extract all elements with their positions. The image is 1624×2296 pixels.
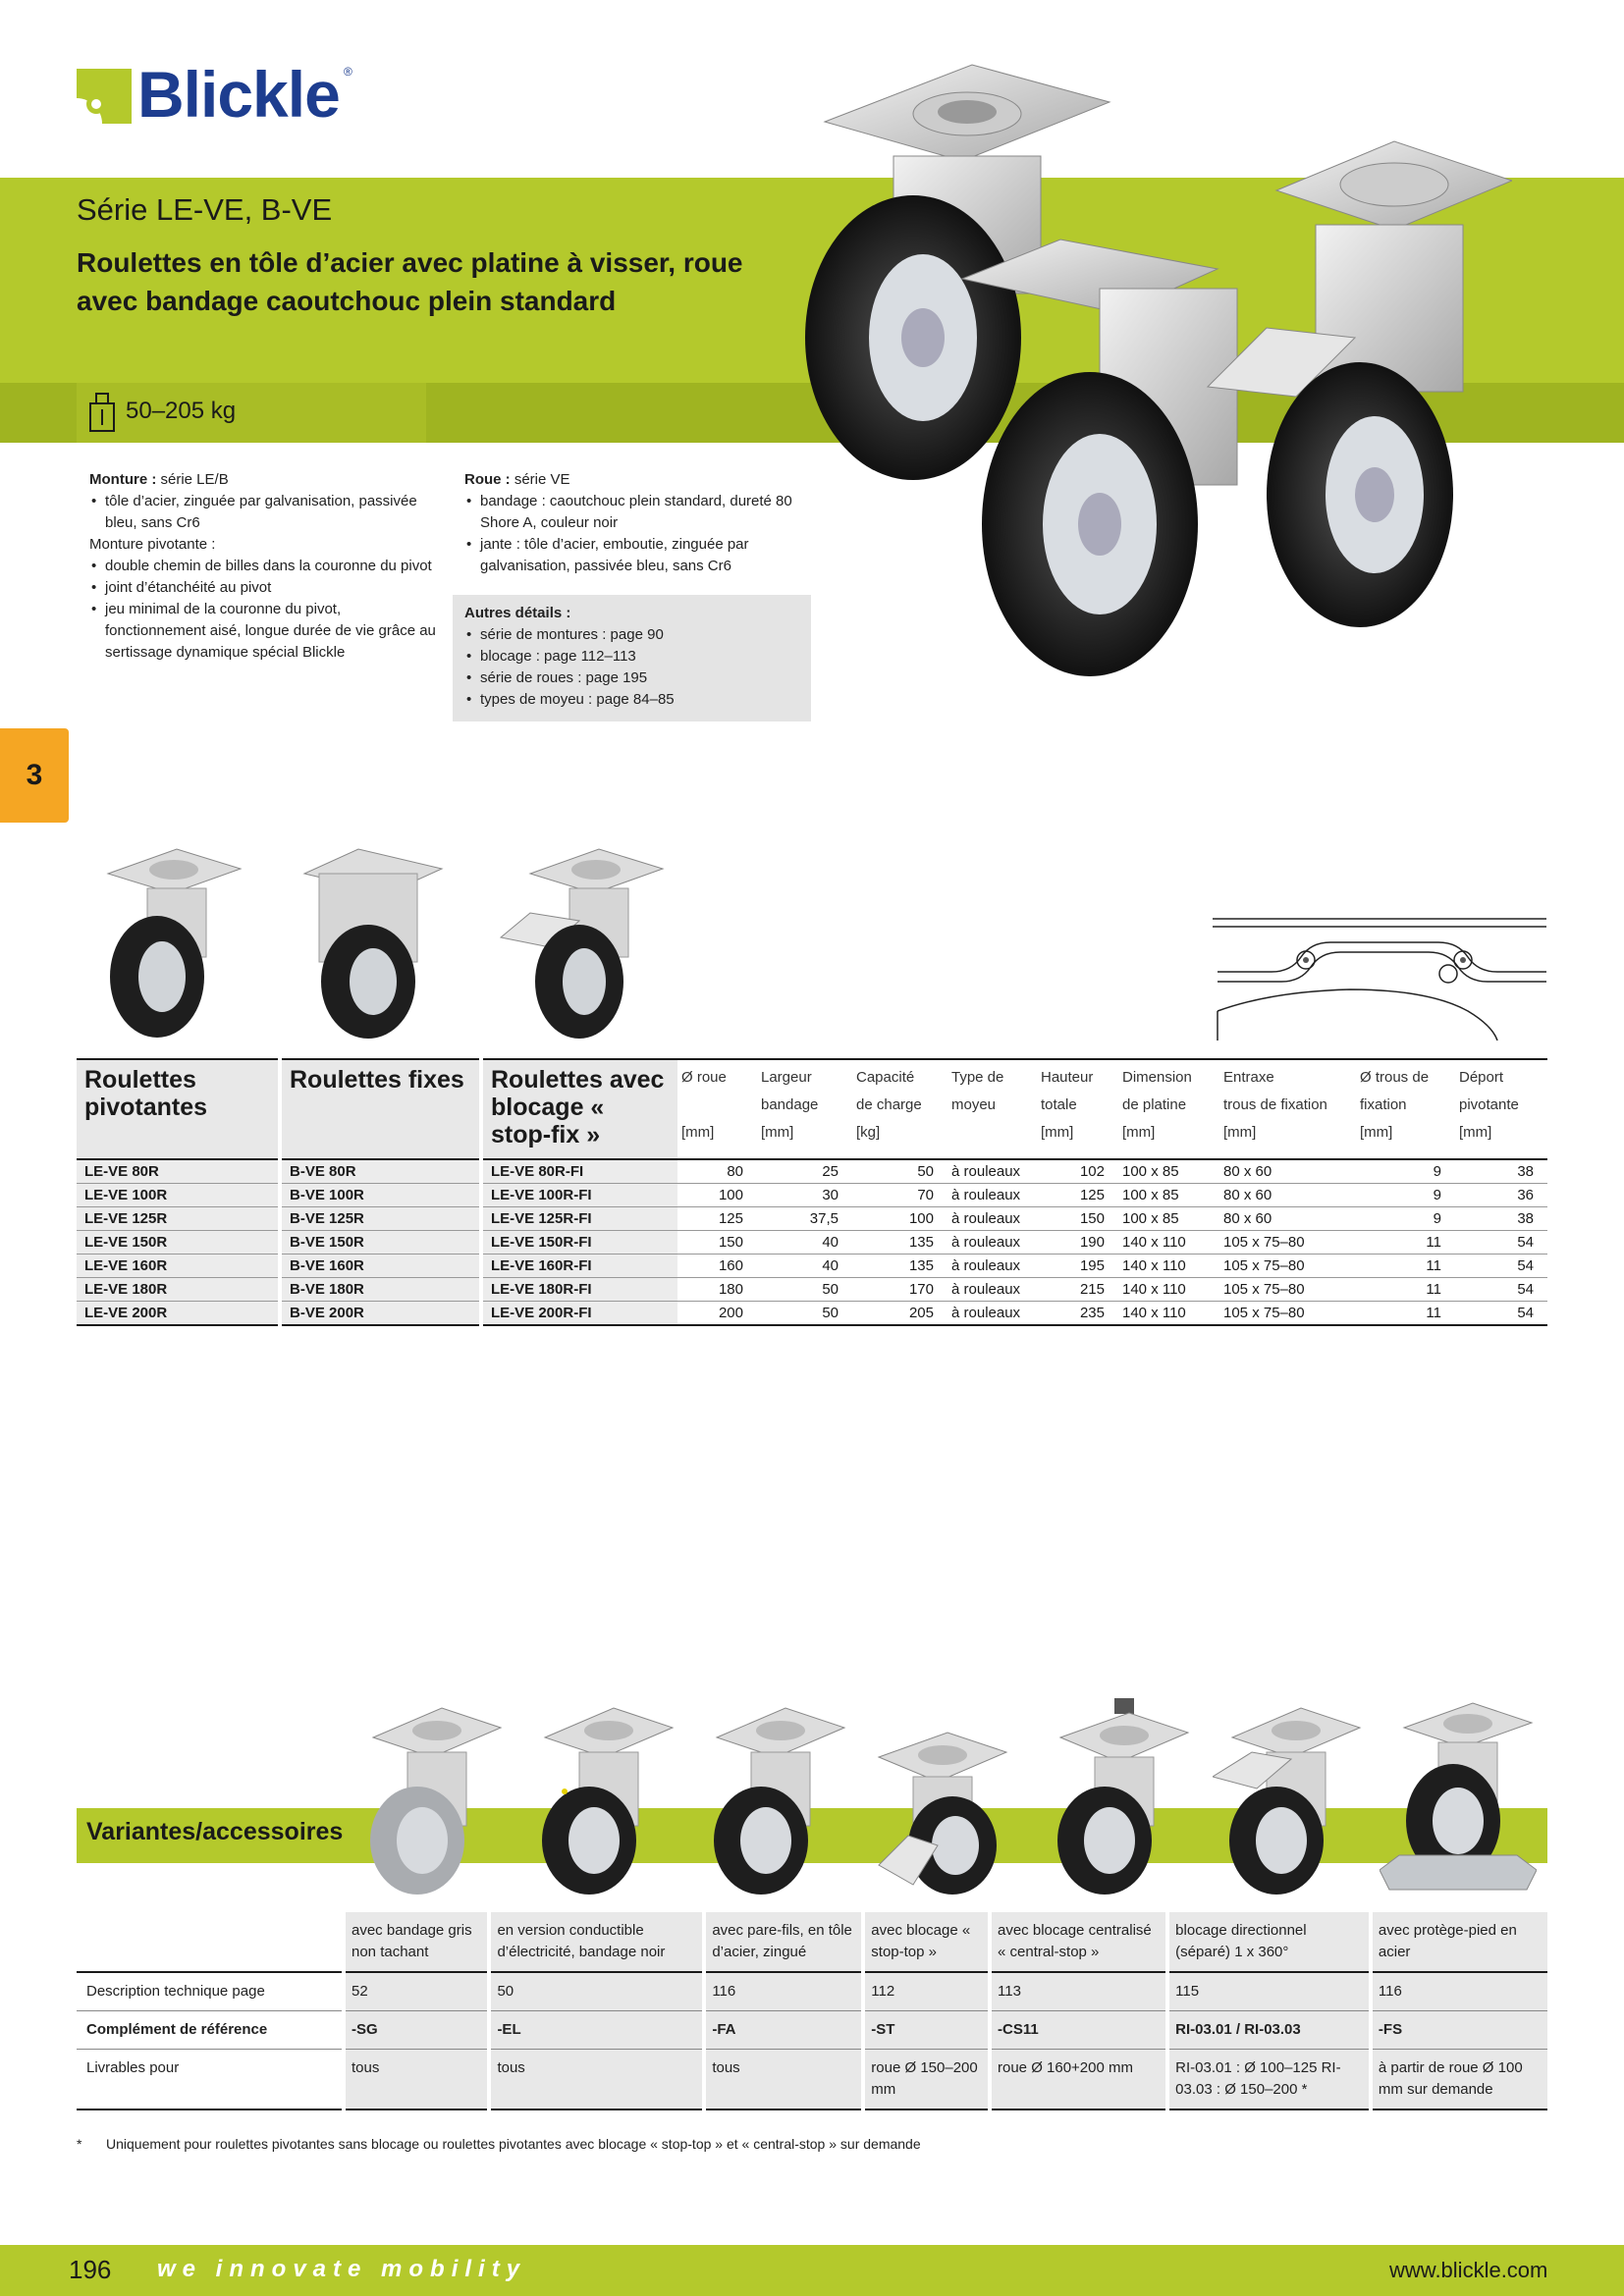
variant-page: 50 [489, 1972, 704, 2011]
article-code: B-VE 80R [280, 1159, 481, 1184]
variant-desc: avec blocage « stop-top » [863, 1912, 990, 1972]
article-code: LE-VE 125R [77, 1207, 280, 1231]
table-cell: 11 [1356, 1255, 1455, 1278]
article-code: B-VE 100R [280, 1184, 481, 1207]
table-cell: 100 [852, 1207, 947, 1231]
article-code: LE-VE 150R [77, 1231, 280, 1255]
header-col-height: Hauteur totale [mm] [1041, 1069, 1094, 1141]
table-cell: 105 x 75–80 [1219, 1255, 1356, 1278]
product-table [77, 1058, 1547, 1326]
series-title: Série LE-VE, B-VE [77, 192, 333, 227]
variant-livrables: roue Ø 150–200 mm [863, 2050, 990, 2110]
row-label-ref: Complément de référence [77, 2011, 344, 2050]
monture-pivotante-label: Monture pivotante : [89, 536, 216, 553]
variant-livrables: à partir de roue Ø 100 mm sur demande [1371, 2050, 1547, 2110]
page-number: 196 [69, 2255, 112, 2284]
monture-item: • tôle d’acier, zinguée par galvanisation, passivée bleu, sans Cr6 [89, 491, 443, 534]
table-row [77, 1159, 1547, 1184]
brake-caster-thumbnail [491, 844, 668, 1041]
variant-desc: avec blocage centralisé « central-stop » [990, 1912, 1167, 1972]
header-col-tread-width: Largeur bandage [mm] [761, 1069, 819, 1141]
pivotante-item: • jeu minimal de la couronne du pivot, fonctionnement aisé, longue durée de vie grâce au sertissage dynamique spécial Blickle [89, 599, 443, 664]
table-cell: 9 [1356, 1159, 1455, 1184]
variant-conductive-image [525, 1698, 682, 1895]
row-label-page: Description technique page [77, 1972, 344, 2011]
article-code: LE-VE 160R [77, 1255, 280, 1278]
article-code: LE-VE 150R-FI [481, 1231, 677, 1255]
table-cell: 170 [852, 1278, 947, 1302]
table-cell: à rouleaux [947, 1278, 1037, 1302]
variant-page: 52 [344, 1972, 489, 2011]
article-code: LE-VE 160R-FI [481, 1255, 677, 1278]
table-cell: 105 x 75–80 [1219, 1231, 1356, 1255]
table-cell: 54 [1455, 1278, 1547, 1302]
variant-desc: avec bandage gris non tachant [344, 1912, 489, 1972]
table-cell: 25 [757, 1159, 852, 1184]
table-cell: 125 [1037, 1184, 1118, 1207]
table-row [77, 1255, 1547, 1278]
variant-central-stop-image [1041, 1698, 1198, 1895]
table-header-row [77, 1059, 1547, 1159]
website-link[interactable]: www.blickle.com [1389, 2258, 1548, 2282]
article-code: B-VE 125R [280, 1207, 481, 1231]
variant-page: 116 [1371, 1972, 1547, 2011]
roue-value: série VE [510, 471, 570, 488]
roue-item: • jante : tôle d’acier, emboutie, zinguée par galvanisation, passivée bleu, sans Cr6 [464, 534, 818, 577]
variant-livrables: roue Ø 160+200 mm [990, 2050, 1167, 2110]
variant-ref: -CS11 [990, 2011, 1167, 2050]
table-cell: 11 [1356, 1278, 1455, 1302]
table-cell: à rouleaux [947, 1231, 1037, 1255]
details-item: • série de roues : page 195 [464, 667, 799, 689]
pivotante-item: • joint d’étanchéité au pivot [89, 577, 443, 599]
table-cell: 9 [1356, 1207, 1455, 1231]
fixed-caster-thumbnail [299, 844, 447, 1041]
table-cell: 160 [677, 1255, 757, 1278]
chapter-tab: 3 [0, 728, 69, 823]
header-fixed: Roulettes fixes [280, 1059, 481, 1159]
header-brake: Roulettes avec blocage « stop-fix » [481, 1059, 677, 1159]
table-cell: à rouleaux [947, 1159, 1037, 1184]
variant-thread-guard-image [697, 1698, 854, 1895]
variant-livrables: RI-03.01 : Ø 100–125 RI-03.03 : Ø 150–200 * [1167, 2050, 1371, 2110]
table-cell: 80 [677, 1159, 757, 1184]
table-row [77, 1231, 1547, 1255]
roue-description [464, 469, 818, 577]
footnote-text: Uniquement pour roulettes pivotantes sans blocage ou roulettes pivotantes avec blocage « stop-top » et « central-stop » sur demande [106, 2136, 921, 2152]
table-cell: 100 x 85 [1118, 1159, 1219, 1184]
table-cell: 80 x 60 [1219, 1159, 1356, 1184]
hero-casters-image [805, 63, 1512, 691]
table-cell: 100 x 85 [1118, 1207, 1219, 1231]
table-cell: 70 [852, 1184, 947, 1207]
variant-page: 115 [1167, 1972, 1371, 2011]
article-code: LE-VE 80R-FI [481, 1159, 677, 1184]
variants-description-row [77, 1912, 1547, 1972]
variant-directional-lock-image [1213, 1698, 1370, 1895]
table-row [77, 1207, 1547, 1231]
table-cell: 40 [757, 1255, 852, 1278]
variant-ref: RI-03.01 / RI-03.03 [1167, 2011, 1371, 2050]
other-details-box [453, 595, 811, 721]
table-cell: 200 [677, 1302, 757, 1326]
article-code: B-VE 160R [280, 1255, 481, 1278]
table-cell: à rouleaux [947, 1184, 1037, 1207]
table-cell: 205 [852, 1302, 947, 1326]
article-code: LE-VE 100R [77, 1184, 280, 1207]
variant-foot-guard-image [1380, 1698, 1537, 1895]
monture-value: série LE/B [156, 471, 229, 488]
pivotante-item: • double chemin de billes dans la couronne du pivot [89, 556, 443, 577]
variant-desc: en version conductible d’électricité, bandage noir [489, 1912, 704, 1972]
table-cell: 100 [677, 1184, 757, 1207]
logo-registered: ® [344, 65, 352, 79]
roue-item: • bandage : caoutchouc plein standard, dureté 80 Shore A, couleur noir [464, 491, 818, 534]
variant-livrables: tous [489, 2050, 704, 2110]
header-col-swivel-offset: Déport pivotante [mm] [1459, 1069, 1519, 1141]
table-cell: 37,5 [757, 1207, 852, 1231]
table-cell: 80 x 60 [1219, 1184, 1356, 1207]
variants-table [77, 1912, 1547, 2110]
variant-grey-tyre-image [353, 1698, 511, 1895]
table-cell: 150 [677, 1231, 757, 1255]
table-cell: 195 [1037, 1255, 1118, 1278]
table-cell: 38 [1455, 1159, 1547, 1184]
slogan: we innovate mobility [157, 2256, 527, 2282]
table-row [77, 1278, 1547, 1302]
footnote-star: * [77, 2136, 82, 2152]
header-col-wheel-diameter: Ø roue [mm] [681, 1069, 727, 1141]
monture-description [89, 469, 443, 664]
variant-page: 116 [704, 1972, 863, 2011]
logo-text: Blickle [137, 58, 340, 131]
table-cell: 11 [1356, 1302, 1455, 1326]
table-cell: 215 [1037, 1278, 1118, 1302]
brand-logo [77, 58, 361, 132]
table-cell: 36 [1455, 1184, 1547, 1207]
header-col-bolt-spacing: Entraxe trous de fixation [mm] [1223, 1069, 1327, 1141]
table-cell: 135 [852, 1231, 947, 1255]
article-code: LE-VE 180R [77, 1278, 280, 1302]
table-cell: 50 [757, 1302, 852, 1326]
table-cell: 150 [1037, 1207, 1118, 1231]
table-cell: 105 x 75–80 [1219, 1302, 1356, 1326]
variant-desc: blocage directionnel (séparé) 1 x 360° [1167, 1912, 1371, 1972]
details-item: • blocage : page 112–113 [464, 646, 799, 667]
table-cell: 11 [1356, 1231, 1455, 1255]
header-pivot: Roulettes pivotantes [77, 1059, 280, 1159]
row-label-livrables: Livrables pour [77, 2050, 344, 2110]
variant-stop-top-image [869, 1698, 1026, 1895]
variant-livrables: tous [344, 2050, 489, 2110]
variant-ref: -FS [1371, 2011, 1547, 2050]
table-cell: 190 [1037, 1231, 1118, 1255]
variants-availability-row [77, 2050, 1547, 2110]
table-cell: 140 x 110 [1118, 1231, 1219, 1255]
table-cell: 50 [852, 1159, 947, 1184]
table-cell: 54 [1455, 1302, 1547, 1326]
variant-page: 112 [863, 1972, 990, 2011]
table-cell: à rouleaux [947, 1207, 1037, 1231]
table-cell: à rouleaux [947, 1302, 1037, 1326]
variant-ref: -FA [704, 2011, 863, 2050]
table-cell: 140 x 110 [1118, 1278, 1219, 1302]
article-code: LE-VE 100R-FI [481, 1184, 677, 1207]
table-cell: 140 x 110 [1118, 1302, 1219, 1326]
header-col-hub-type: Type de moyeu [951, 1069, 1004, 1113]
table-cell: 54 [1455, 1255, 1547, 1278]
table-cell: 180 [677, 1278, 757, 1302]
header-col-bolt-hole: Ø trous de fixation [mm] [1360, 1069, 1430, 1141]
details-label: Autres détails : [464, 605, 571, 621]
table-row [77, 1302, 1547, 1326]
swivel-caster-thumbnail [98, 844, 245, 1041]
article-code: B-VE 180R [280, 1278, 481, 1302]
weight-icon [88, 392, 116, 433]
logo-mark-icon [77, 69, 132, 124]
variant-page: 113 [990, 1972, 1167, 2011]
article-code: LE-VE 200R [77, 1302, 280, 1326]
variant-desc: avec protège-pied en acier [1371, 1912, 1547, 1972]
table-cell: 102 [1037, 1159, 1118, 1184]
variant-ref: -SG [344, 2011, 489, 2050]
table-row [77, 1184, 1547, 1207]
variants-title: Variantes/accessoires [86, 1818, 344, 1845]
article-code: B-VE 150R [280, 1231, 481, 1255]
article-code: LE-VE 180R-FI [481, 1278, 677, 1302]
variant-ref: -ST [863, 2011, 990, 2050]
details-item: • types de moyeu : page 84–85 [464, 689, 799, 711]
load-range: 50–205 kg [126, 398, 237, 424]
table-cell: 54 [1455, 1231, 1547, 1255]
monture-label: Monture : [89, 471, 157, 488]
details-item: • série de montures : page 90 [464, 624, 799, 646]
variant-ref: -EL [489, 2011, 704, 2050]
table-cell: 38 [1455, 1207, 1547, 1231]
table-cell: à rouleaux [947, 1255, 1037, 1278]
table-cell: 40 [757, 1231, 852, 1255]
table-cell: 140 x 110 [1118, 1255, 1219, 1278]
article-code: LE-VE 80R [77, 1159, 280, 1184]
table-cell: 80 x 60 [1219, 1207, 1356, 1231]
roue-label: Roue : [464, 471, 511, 488]
table-cell: 30 [757, 1184, 852, 1207]
table-cell: 100 x 85 [1118, 1184, 1219, 1207]
header-col-plate-size: Dimension de platine [mm] [1122, 1069, 1192, 1141]
variants-reference-row [77, 2011, 1547, 2050]
article-code: LE-VE 200R-FI [481, 1302, 677, 1326]
series-subtitle: Roulettes en tôle d’acier avec platine à visser, roue avec bandage caoutchouc plein standard [77, 247, 743, 316]
table-cell: 50 [757, 1278, 852, 1302]
header-col-capacity: Capacité de charge [kg] [856, 1069, 922, 1141]
swivel-bearing-cross-section [1213, 913, 1546, 1041]
article-code: B-VE 200R [280, 1302, 481, 1326]
variants-page-row [77, 1972, 1547, 2011]
variant-desc: avec pare-fils, en tôle d’acier, zingué [704, 1912, 863, 1972]
variant-livrables: tous [704, 2050, 863, 2110]
table-cell: 235 [1037, 1302, 1118, 1326]
article-code: LE-VE 125R-FI [481, 1207, 677, 1231]
table-cell: 135 [852, 1255, 947, 1278]
table-cell: 9 [1356, 1184, 1455, 1207]
table-cell: 105 x 75–80 [1219, 1278, 1356, 1302]
footnote [77, 2136, 921, 2152]
table-cell: 125 [677, 1207, 757, 1231]
